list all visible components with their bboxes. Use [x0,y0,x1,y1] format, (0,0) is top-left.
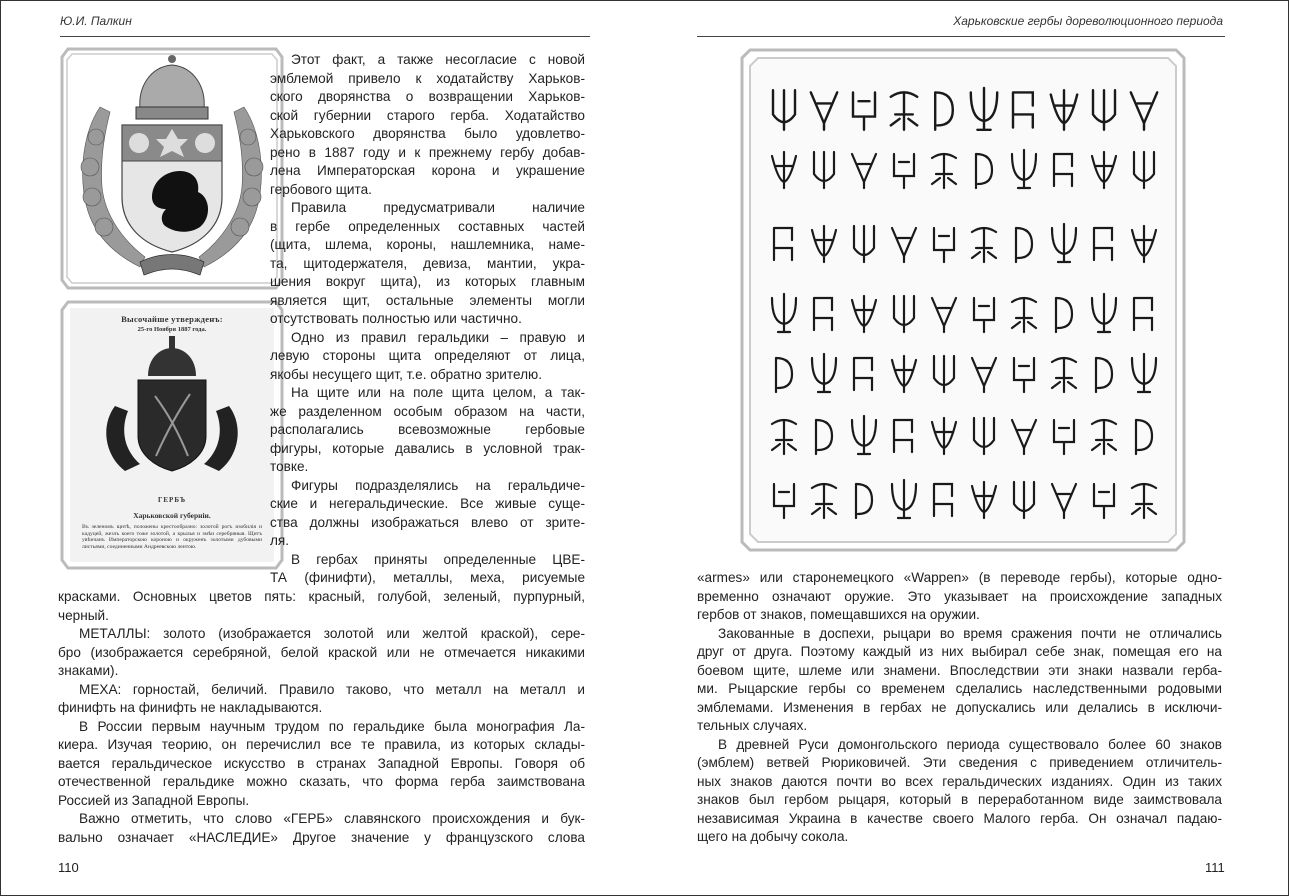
text-line: ми. Рыцарские гербы со временем сделались наследственными родовыми [697,681,1222,696]
text-line: якобы несущего щит, т.е. обратно зрителю. [270,366,542,382]
text-line: В древней Руси домонгольского периода существовало более 60 знаков [718,736,1222,752]
text-line: шения вокруг щита), из которых главным [270,274,585,289]
decree-title: ГЕРБЪ [157,496,187,504]
kharkov-coat-of-arms-image [60,47,284,290]
text-line: финифть на финифть не накладываются. [58,700,323,715]
text-line: На щите или на поле щита целом, а так- [291,385,585,400]
running-head-author: Ю.И. Палкин [60,14,132,28]
text-line: ства должны изображаться влево от зрите- [270,514,585,530]
text-line: располагались всевозможные гербовые [270,422,585,437]
left-page-column-text [270,51,585,588]
text-line: друг от друга. Поэтому каждый из них выбирал себе знак, помещая его на [697,644,1222,659]
decree-description: Въ зеленомъ щитѣ, положены крестообразно: золотой рогъ изобилія и кадуцей, жезлъ коего тоже золотой, а крылья и змѣи серебряныя. Щитъ увѣнчанъ Императорскою короною и окруженъ золотыми дубовыми листьями, соединенными Андреевскою лентою. [82,524,262,550]
text-line: тельных случаях. [697,718,808,733]
page-number-right: 111 [1205,860,1225,875]
decree-document [70,308,274,562]
text-line: Этот факт, а также несогласие с новой [291,52,585,67]
decree-approved: Высочайше утвержденъ: [121,314,223,324]
text-line: ля. [270,533,290,548]
text-line: та, щитодержателя, девиза, мантии, укра- [270,255,585,271]
text-line: Одно из правил геральдики – правую и [291,329,585,345]
text-line: лена Императорская корона и украшение [270,163,585,178]
text-line: же разделенном особым образом на части, [270,403,585,419]
header-rule-left [60,36,590,37]
text-line: эмблемами. Изменения в гербах не допускались или делались в исключи- [697,699,1222,715]
text-line: красками. Основных цветов пять: красный, голубой, зеленый, пурпурный, [58,589,585,604]
text-line: (щита, шлема, короны, нашлемника, наме- [270,237,585,252]
text-line: ных знаков даются почти во всех геральдических изданиях. Один из таких [697,773,1222,789]
text-line: отсутствовать полностью или частично. [270,311,522,326]
text-line: Россией из Западной Европы. [58,792,250,808]
text-line: ской губернии старого герба. Ходатайство [270,107,585,123]
text-line: МЕХА: горностай, беличий. Правило таково, что металл на металл и [79,681,585,697]
text-line: боевом щите, шлеме или знамени. Впоследствии эти знаки назвали герба- [697,662,1222,678]
text-line: Фигуры подразделялись на геральдиче- [291,477,585,493]
text-line: в гербе определенных составных частей [270,218,585,234]
text-line: ТА (финифти), металлы, меха, рисуемые [270,570,585,585]
text-line: киера. Изучая теорию, он перечислил все те правила, из которых склады- [58,737,585,752]
text-line: гербового щита. [270,181,372,197]
text-line: ского дворянства о возвращении Харьков- [270,89,585,104]
header-rule-right [697,36,1225,37]
text-line: левую стороны щита определяют от лица, [270,348,585,363]
decree-subtitle: Харьковской губернiи. [133,511,211,520]
text-line: вается геральдическое искусство в странах Западной Европы. Говоря об [58,755,585,771]
text-line: щего на добычу сокола. [697,829,849,844]
text-line: рено в 1887 году и к прежнему гербу добав- [270,144,585,160]
right-page-text [697,569,1222,847]
text-line: Закованные в доспехи, рыцари во время сражения почти не отличались [718,625,1222,641]
text-line: временно означают оружие. Это указывает на происхождение западных [697,588,1222,604]
text-line: Харьковского дворянства было удовлетво- [270,126,585,141]
text-line: товке. [270,459,309,474]
text-line: Правила предусматривали наличие [291,200,585,215]
text-line: эмблемой привело к ходатайству Харьков- [270,70,585,86]
text-line: фигуры, которые давались в условной трак- [270,440,585,456]
left-page-full-text [58,588,585,847]
text-line: независимая Украина в качестве своего Малого герба. Он означал падаю- [697,810,1222,826]
text-line: вально означает «НАСЛЕДИЕ» Другое значение у французского слова [58,829,585,845]
text-line: В гербах приняты определенные ЦВЕ- [291,551,585,567]
text-line: «armes» или старонемецкого «Wappen» (в переводе гербы), которые одно- [697,570,1222,585]
running-head-title: Харьковские гербы дореволюционного периода [953,14,1223,28]
text-line: гербов от знаков, помещавшихся на оружии. [697,607,980,622]
rurikid-emblems-image [740,48,1186,552]
text-line: Важно отметить, что слово «ГЕРБ» славянского происхождения и бук- [79,811,585,826]
text-line: (эмблем) ветвей Рюриковичей. Эти сведения с приведением отличитель- [697,755,1222,770]
text-line: знаками). [58,663,119,678]
text-line: МЕТАЛЛЫ: золото (изображается золотой или желтой краской), сере- [79,626,585,641]
text-line: знаков был гербом рыцаря, который в переработанном виде заимствовала [697,792,1222,807]
text-line: бро (изображается серебряной, белой краской или не отмечается никакими [58,644,585,660]
text-line: является щит, остальные элементы могли [270,292,585,308]
text-line: В России первым научным трудом по геральдике была монография Ла- [79,718,585,734]
text-line: ские и негеральдические. Все живые суще- [270,496,585,511]
page-number-left: 110 [58,860,79,875]
text-line: отечественной геральдике можно сказать, что форма герба заимствована [58,774,585,789]
decree-date: 25-го Ноября 1887 года. [137,326,207,333]
decree-document-image [60,300,284,570]
text-line: черный. [58,607,109,623]
